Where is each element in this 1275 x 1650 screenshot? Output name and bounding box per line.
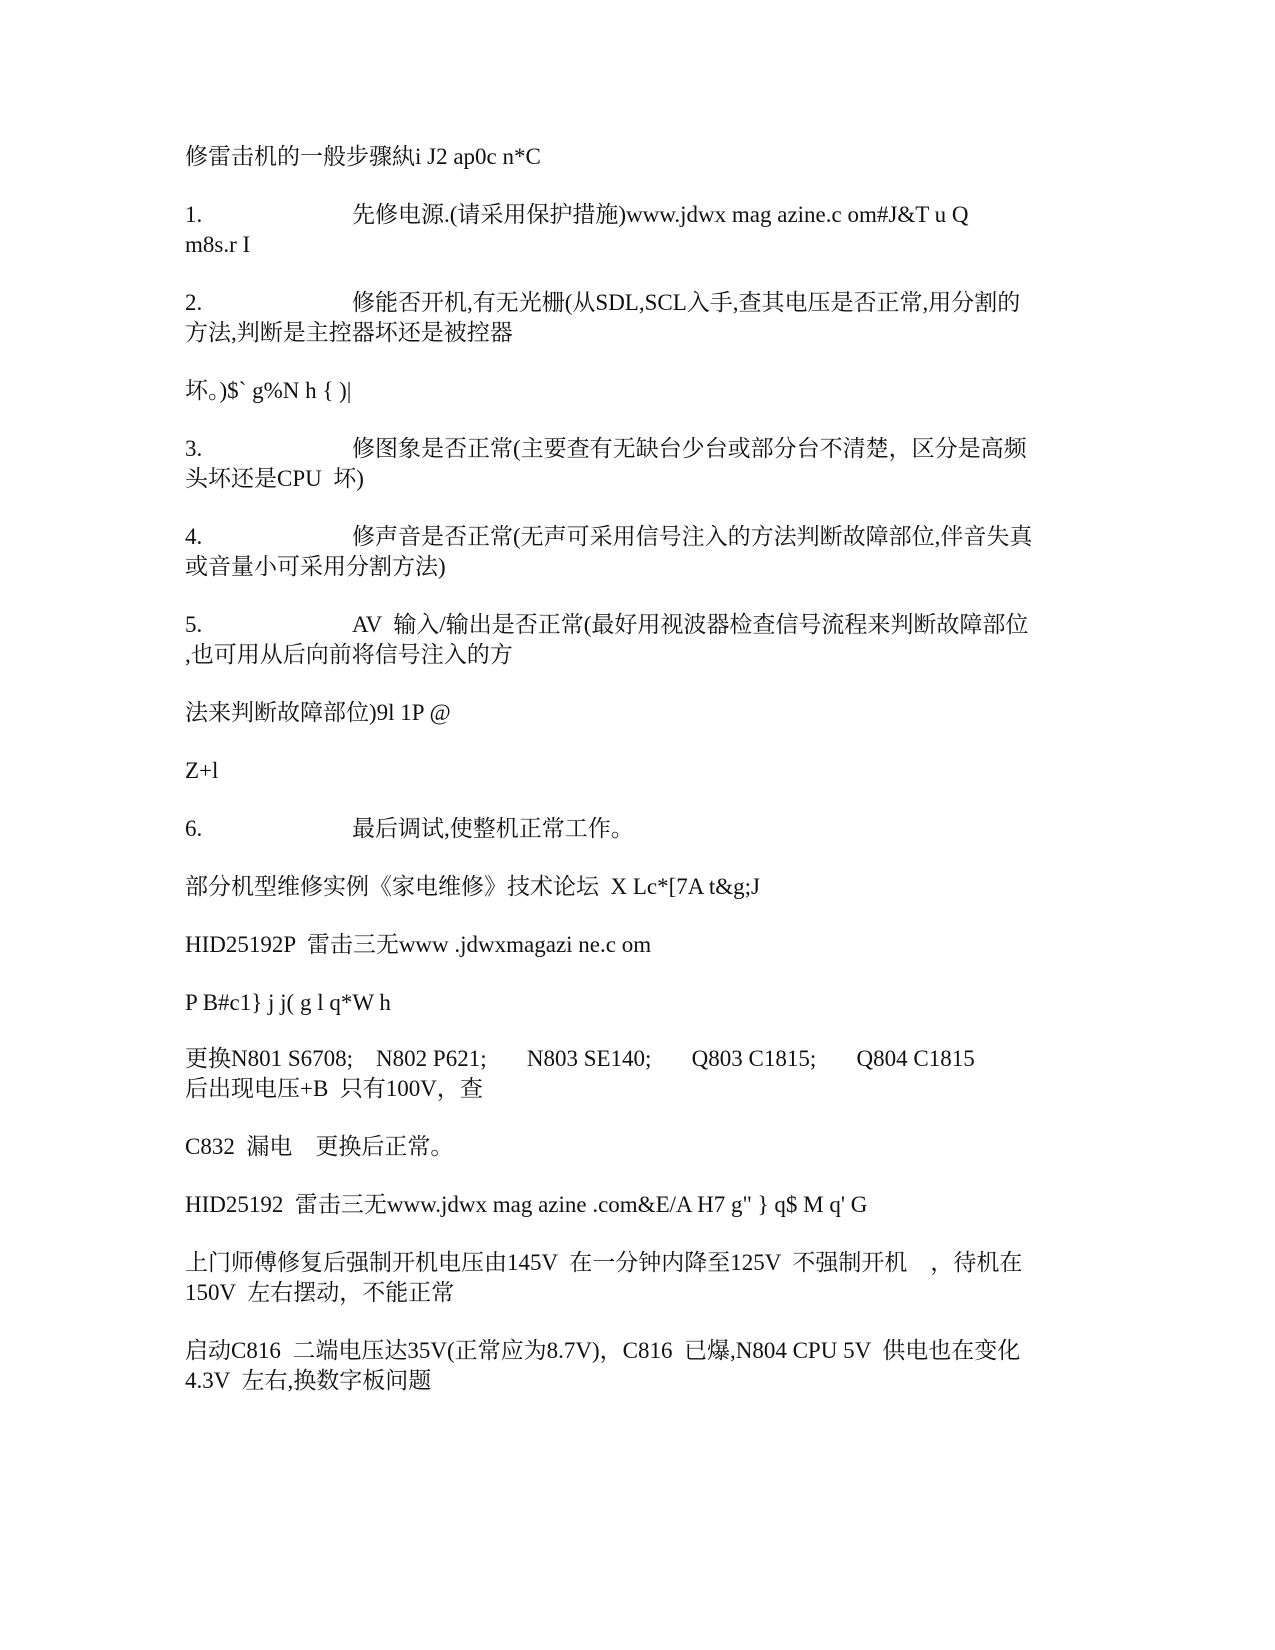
step-text: 修声音是否正常(无声可采用信号注入的方法判断故障部位,伴音失真 bbox=[352, 524, 1033, 549]
paragraph: P B#c1} j j( g l q*W h bbox=[185, 990, 391, 1015]
step-continuation: m8s.r I bbox=[185, 232, 251, 257]
step-text: AV 输入/输出是否正常(最好用视波器检查信号流程来判断故障部位 bbox=[352, 612, 1029, 637]
section-heading: 部分机型维修实例《家电维修》技术论坛 X Lc*[7A t&g;J bbox=[185, 874, 760, 899]
step-number: 4. bbox=[185, 524, 203, 549]
step-continuation: 坏。)$` g%N h { )| bbox=[185, 378, 352, 403]
step-continuation: 方法,判断是主控器坏还是被控器 bbox=[185, 320, 513, 345]
paragraph: 启动C816 二端电压达35V(正常应为8.7V)，C816 已爆,N804 CPU 5V 供电也在变化 bbox=[185, 1338, 1021, 1363]
step-continuation: 头坏还是CPU 坏) bbox=[185, 466, 364, 491]
step-text: 先修电源.(请采用保护措施)www.jdwx mag azine.c om#J&T u Q bbox=[352, 202, 969, 227]
step-number: 3. bbox=[185, 436, 203, 461]
case-heading: HID25192P 雷击三无www .jdwxmagazi ne.c om bbox=[185, 932, 652, 957]
step-continuation: 法来判断故障部位)9l 1P @ bbox=[185, 700, 451, 725]
step-continuation: 或音量小可采用分割方法) bbox=[185, 554, 446, 579]
case-heading: HID25192 雷击三无www.jdwx mag azine .com&E/A H7 g" } q$ M q' G bbox=[185, 1192, 868, 1217]
step-text: 修图象是否正常(主要查有无缺台少台或部分台不清楚，区分是高频 bbox=[352, 436, 1027, 461]
paragraph: 更换N801 S6708; N802 P621; N803 SE140; Q803 C1815; Q804 C1815 bbox=[185, 1046, 975, 1071]
step-text: 修能否开机,有无光栅(从SDL,SCL入手,查其电压是否正常,用分割的 bbox=[352, 290, 1021, 315]
paragraph: 后出现电压+B 只有100V，查 bbox=[185, 1076, 483, 1101]
step-number: 6. bbox=[185, 816, 203, 841]
step-continuation: Z+l bbox=[185, 758, 219, 783]
step-number: 5. bbox=[185, 612, 203, 637]
paragraph: C832 漏电 更换后正常。 bbox=[185, 1134, 454, 1159]
paragraph: 4.3V 左右,换数字板问题 bbox=[185, 1368, 432, 1393]
step-number: 1. bbox=[185, 202, 203, 227]
document-title: 修雷击机的一般步骤紈i J2 ap0c n*C bbox=[185, 144, 541, 169]
paragraph: 150V 左右摆动，不能正常 bbox=[185, 1280, 455, 1305]
step-text: 最后调试,使整机正常工作。 bbox=[352, 816, 634, 841]
step-number: 2. bbox=[185, 290, 203, 315]
step-continuation: ,也可用从后向前将信号注入的方 bbox=[185, 642, 513, 667]
paragraph: 上门师傅修复后强制开机电压由145V 在一分钟内降至125V 不强制开机 ，待机在 bbox=[185, 1250, 1023, 1275]
